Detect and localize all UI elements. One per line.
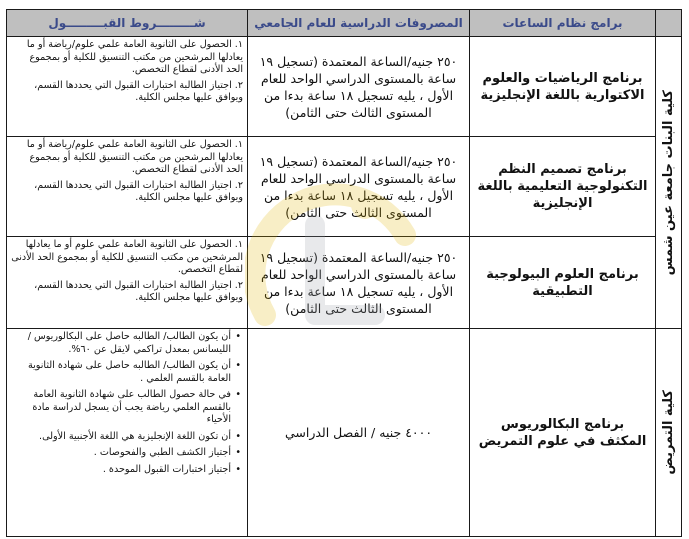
requirement-bullet: • في حالة حصول الطالب على شهادة الثانوية العامة بالقسم العلمي رياضة يجب أن يسجل لدراسة مادة الأحياء xyxy=(11,389,231,427)
fees-cell: ٤٠٠٠ جنيه / الفصل الدراسي xyxy=(248,329,470,537)
requirement-item: ٢. اجتياز الطالبة اختبارات القبول التي يحددها القسم، ويوافق عليها مجلس الكلية. xyxy=(34,79,243,103)
requirement-bullet: • أجتياز الكشف الطبي والفحوصات . xyxy=(11,447,231,460)
header-requirements: شـــــــــروط القبـــــــــول xyxy=(7,10,248,37)
program-cell: برنامج الرياضيات والعلوم الاكتوارية باللغة الإنجليزية xyxy=(470,37,656,137)
requirement-bullet: • أن تكون اللغة الإنجليزية هي اللغة الأجنبية الأولى. xyxy=(11,431,231,444)
faculty-cell xyxy=(656,329,682,537)
header-program: برامج نظام الساعات xyxy=(470,10,656,37)
table-row xyxy=(7,329,682,537)
program-cell: برنامج تصميم النظم التكنولوجية التعليمية باللغة الإنجليزية xyxy=(470,137,656,237)
requirement-bullet: • أن يكون الطالب/ الطالبه حاصل على شهادة الثانوية العامة بالقسم العلمي . xyxy=(11,360,231,385)
table-row xyxy=(7,137,682,237)
requirement-item: ١. الحصول على الثانوية العامة علمي علوم أو ما يعادلها المرشحين من مكتب التنسيق للكلية أو بمجموع الحد الأدنى لقطاع التخصص. xyxy=(11,239,243,275)
requirement-item: ٢. اجتياز الطالبة اختبارات القبول التي يحددها القسم، ويوافق عليها مجلس الكلية. xyxy=(34,179,243,203)
requirements-cell xyxy=(7,329,248,537)
admission-table-wrapper xyxy=(6,9,681,536)
requirement-bullet: • أن يكون الطالب/ الطالبه حاصل على البكالوريوس / الليسانس بمعدل تراكمي لايقل عن ٦٠%. xyxy=(11,331,231,356)
requirement-item: ٢. اجتياز الطالبة اختبارات القبول التي يحددها القسم، ويوافق عليها مجلس الكلية. xyxy=(34,279,243,303)
requirement-bullet: • أجتياز اختبارات القبول الموحدة . xyxy=(11,464,231,477)
table-row xyxy=(7,37,682,137)
faculty-name-nursing: كلية التمريض xyxy=(661,390,676,475)
header-faculty-cell xyxy=(656,10,682,37)
fees-cell: ٢٥٠ جنيه/الساعة المعتمدة (تسجيل ١٩ ساعة بالمستوى الدراسي الواحد للعام الأول ، يليه تسجيل ١٨ ساعة بدءا من المستوى الثالث حتى الثامن) xyxy=(248,137,470,237)
faculty-name-girls: كلية البنات جامعة عين شمس xyxy=(661,89,676,276)
faculty-cell xyxy=(656,37,682,329)
program-cell: برنامج العلوم البيولوجية التطبيقية xyxy=(470,237,656,329)
header-fees: المصروفات الدراسية للعام الجامعي xyxy=(248,10,470,37)
requirement-item: ١. الحصول على الثانوية العامة علمي علوم/رياضة أو ما يعادلها المرشحين من مكتب التنسيق للكلية أو بمجموع الحد الأدنى لقطاع التخصص. xyxy=(26,139,243,175)
header-row xyxy=(7,10,682,37)
requirement-item: ١. الحصول على الثانوية العامة علمي علوم/رياضة أو ما يعادلها المرشحين من مكتب التنسيق للكلية أو بمجموع الحد الأدنى لقطاع التخصص. xyxy=(26,39,243,75)
program-cell: برنامج البكالوريوس المكثف في علوم التمريض xyxy=(470,329,656,537)
table-row xyxy=(7,237,682,329)
fees-cell: ٢٥٠ جنيه/الساعة المعتمدة (تسجيل ١٩ ساعة بالمستوى الدراسي الواحد للعام الأول ، يليه تسجيل ١٨ ساعة بدءا من المستوى الثالث حتى الثامن) xyxy=(248,237,470,329)
requirements-cell xyxy=(7,137,248,237)
requirements-cell xyxy=(7,237,248,329)
requirements-cell xyxy=(7,37,248,137)
requirements-list xyxy=(11,331,243,476)
fees-cell: ٢٥٠ جنيه/الساعة المعتمدة (تسجيل ١٩ ساعة بالمستوى الدراسي الواحد للعام الأول ، يليه تسجيل ١٨ ساعة بدءا من المستوى الثالث حتى الثامن) xyxy=(248,37,470,137)
admission-table xyxy=(6,9,682,537)
